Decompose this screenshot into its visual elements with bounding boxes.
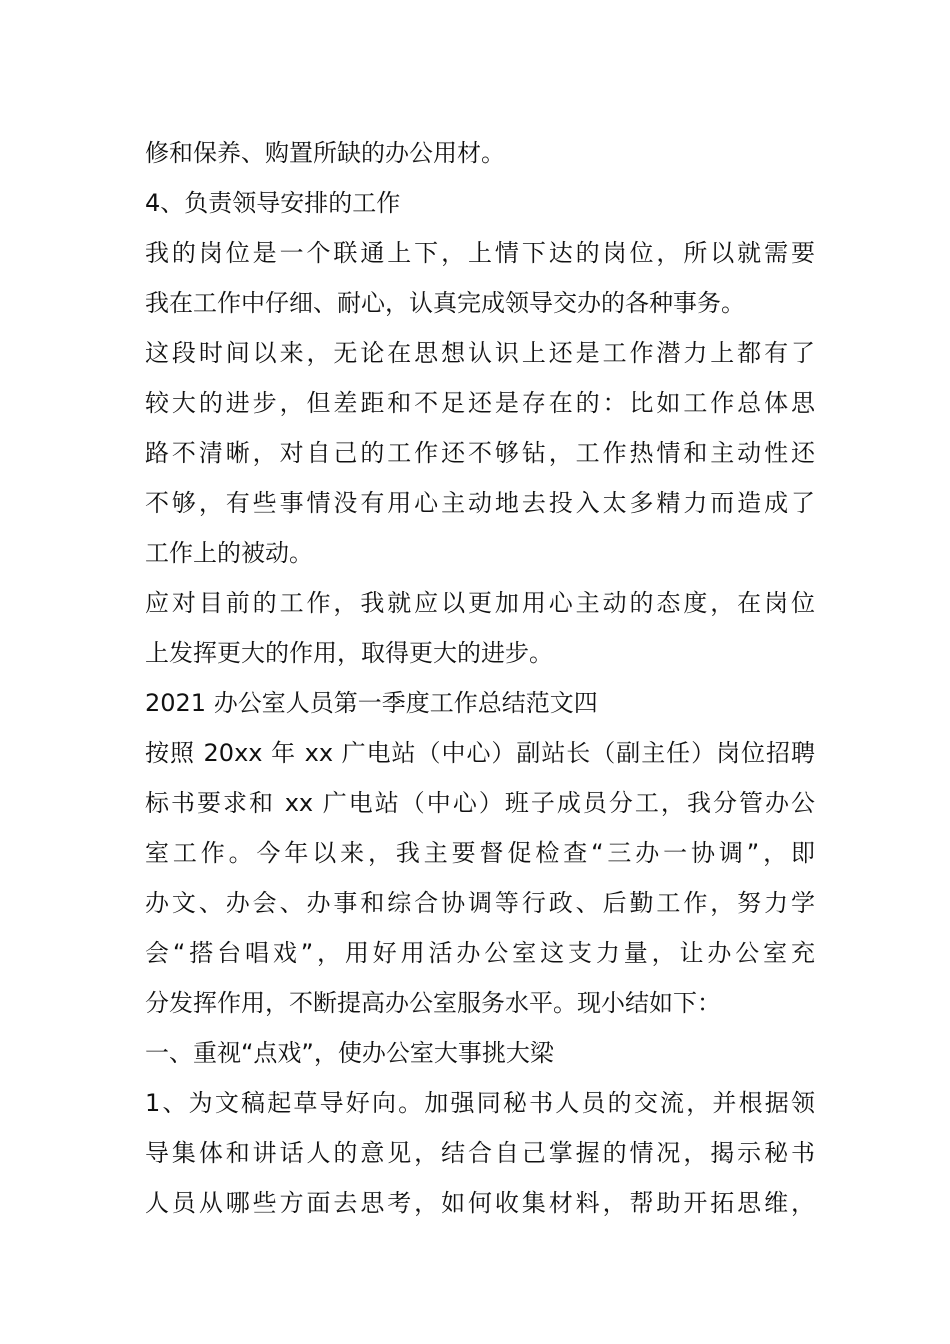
text-line: 分发挥作用，不断提高办公室服务水平。现小结如下： bbox=[145, 989, 721, 1017]
text-line: 路不清晰，对自己的工作还不够钻，工作热情和主动性还 bbox=[145, 439, 815, 467]
text-line: 导集体和讲话人的意见，结合自己掌握的情况，揭示秘书 bbox=[145, 1139, 815, 1167]
text-line: 工作上的被动。 bbox=[145, 539, 313, 567]
text-line: 我的岗位是一个联通上下，上情下达的岗位，所以就需要 bbox=[145, 239, 815, 267]
text-line: 上发挥更大的作用，取得更大的进步。 bbox=[145, 639, 553, 667]
text-line: 按照 20xx 年 xx 广电站（中心）副站长（副主任）岗位招聘 bbox=[145, 739, 815, 767]
text-line: 1、为文稿起草导好向。加强同秘书人员的交流，并根据领 bbox=[145, 1089, 815, 1117]
section-heading: 2021 办公室人员第一季度工作总结范文四 bbox=[145, 689, 598, 717]
text-line: 不够，有些事情没有用心主动地去投入太多精力而造成了 bbox=[145, 489, 815, 517]
text-line: 我在工作中仔细、耐心，认真完成领导交办的各种事务。 bbox=[145, 289, 745, 317]
text-line: 应对目前的工作，我就应以更加用心主动的态度，在岗位 bbox=[145, 589, 815, 617]
document-body bbox=[145, 128, 815, 1228]
text-line: 这段时间以来，无论在思想认识上还是工作潜力上都有了 bbox=[145, 339, 815, 367]
text-line: 会“搭台唱戏”，用好用活办公室这支力量，让办公室充 bbox=[145, 939, 815, 967]
text-line: 办文、办会、办事和综合协调等行政、后勤工作，努力学 bbox=[145, 889, 815, 917]
text-line: 人员从哪些方面去思考，如何收集材料，帮助开拓思维， bbox=[145, 1189, 815, 1217]
subsection-heading: 一、重视“点戏”，使办公室大事挑大梁 bbox=[145, 1039, 554, 1067]
text-line: 室工作。今年以来，我主要督促检查“三办一协调”，即 bbox=[145, 839, 815, 867]
text-line: 标书要求和 xx 广电站（中心）班子成员分工，我分管办公 bbox=[145, 789, 815, 817]
text-line: 较大的进步，但差距和不足还是存在的：比如工作总体思 bbox=[145, 389, 815, 417]
text-line: 修和保养、购置所缺的办公用材。 bbox=[145, 139, 505, 167]
text-line: 4、负责领导安排的工作 bbox=[145, 189, 401, 217]
